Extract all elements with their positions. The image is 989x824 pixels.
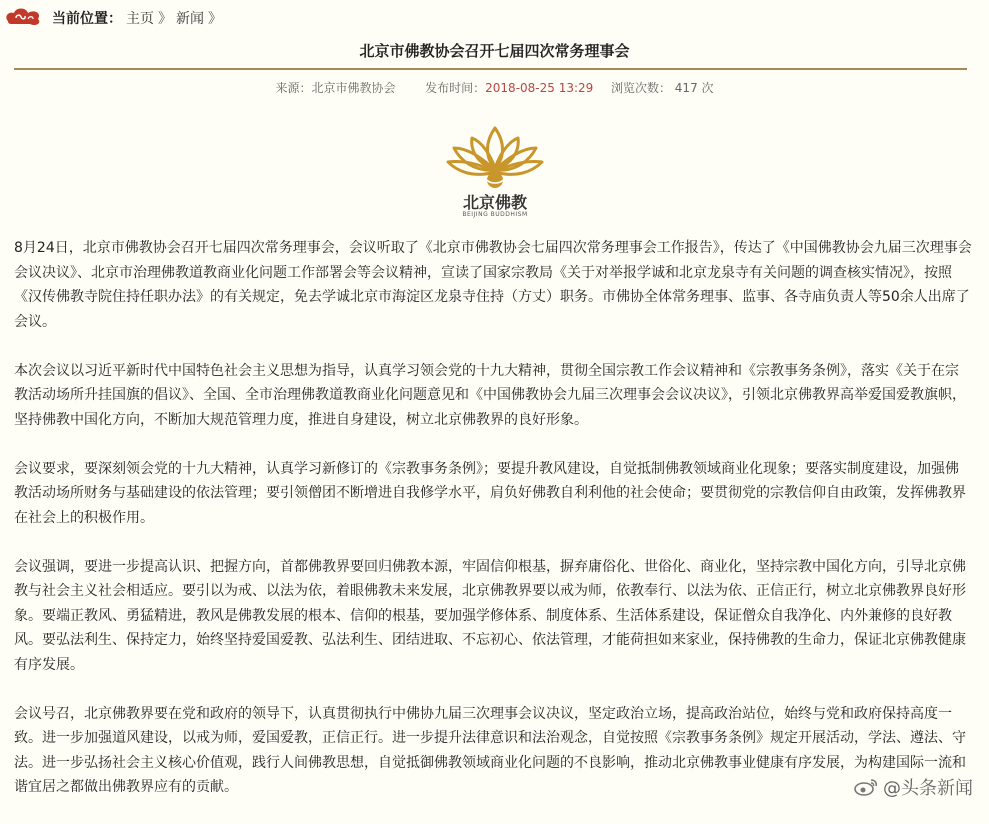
breadcrumb <box>0 0 989 34</box>
auspicious-cloud-icon <box>4 5 44 29</box>
logo-chinese-text: 北京佛教 <box>462 193 527 212</box>
breadcrumb-home-link[interactable]: 主页 <box>126 11 154 27</box>
article-paragraph: 本次会议以习近平新时代中国特色社会主义思想为指导，认真学习领会党的十九大精神，贯彻全国宗教工作会议精神和《宗教事务条例》，落实《关于在宗教活动场所升挂国旗的倡议》、全国、全市治理佛教道教商业化问题意见和《中国佛教协会九届三次理事会会议决议》，引领北京佛教界高举爱国爱教旗帜，坚持佛教中国化方向，不断加大规范管理力度，推进自身建设，树立北京佛教界的良好形象。 <box>14 362 966 428</box>
source-label: 来源： <box>275 81 312 95</box>
time-label: 发布时间： <box>425 81 486 95</box>
views-count: 417 <box>674 81 698 95</box>
article-paragraph: 会议号召，北京佛教界要在党和政府的领导下，认真贯彻执行中佛协九届三次理事会议决议，坚定政治立场，提高政治站位，始终与党和政府保持高度一致。进一步加强道风建设，以戒为师，爱国爱教，正信正行。进一步提升法律意识和法治观念，自觉按照《宗教事务条例》规定开展活动，学法、遵法、守法。进一步弘扬社会主义核心价值观，践行人间佛教思想，自觉抵御佛教领域商业化问题的不良影响，推动北京佛教事业健康有序发展，为构建国际一流和谐宜居之都做出佛教界应有的贡献。 <box>14 705 966 795</box>
article-paragraph: 8月24日，北京市佛教协会召开七届四次常务理事会，会议听取了《北京市佛教协会七届四次常务理事会工作报告》，传达了《中国佛教协会九届三次理事会会议决议》、北京市治理佛教道教商业化问题工作部署会等会议精神，宣读了国家宗教局《关于对举报学诚和北京龙泉寺有关问题的调查核实情况》，按照《汉传佛教寺院住持任职办法》的有关规定，免去学诚北京市海淀区龙泉寺住持（方丈）职务。市佛协全体常务理事、监事、各寺庙负责人等50余人出席了会议。 <box>14 240 972 330</box>
breadcrumb-separator: 》 <box>208 11 222 27</box>
logo-english-text: BEIJING BUDDHISM <box>462 211 528 218</box>
article-meta <box>0 79 989 96</box>
views-label: 浏览次数： <box>610 81 671 95</box>
breadcrumb-label: 当前位置： <box>52 11 122 27</box>
article-body <box>14 236 972 824</box>
views-unit: 次 <box>701 81 714 95</box>
breadcrumb-news-link[interactable]: 新闻 <box>176 11 204 27</box>
publish-time: 2018-08-25 13:29 <box>485 81 594 95</box>
beijing-buddhism-logo <box>430 120 560 225</box>
weibo-icon <box>853 777 879 797</box>
title-divider <box>14 68 967 70</box>
watermark <box>853 774 973 800</box>
breadcrumb-separator: 》 <box>158 11 172 27</box>
watermark-text: @头条新闻 <box>883 778 973 799</box>
article-title: 北京市佛教协会召开七届四次常务理事会 <box>359 42 630 60</box>
source-value: 北京市佛教协会 <box>311 81 396 95</box>
article-paragraph: 会议要求，要深刻领会党的十九大精神，认真学习新修订的《宗教事务条例》；要提升教风建设，自觉抵制佛教领域商业化现象；要落实制度建设，加强佛教活动场所财务与基础建设的依法管理；要引领僧团不断增进自我修学水平，肩负好佛教自利利他的社会使命；要贯彻党的宗教信仰自由政策，发挥佛教界在社会上的积极作用。 <box>14 460 966 526</box>
lotus-icon <box>430 120 560 192</box>
article-paragraph: 会议强调，要进一步提高认识、把握方向，首都佛教界要回归佛教本源，牢固信仰根基，摒弃庸俗化、世俗化、商业化，坚持宗教中国化方向，引导北京佛教与社会主义社会相适应。要引以为戒、以法为依，着眼佛教未来发展，北京佛教界要以戒为师，依教奉行、以法为依、正信正行，树立北京佛教界良好形象。要端正教风、勇猛精进，教风是佛教发展的根本、信仰的根基，要加强学修体系、制度体系、生活体系建设，保证僧众自我净化、内外兼修的良好教风。要弘法利生、保持定力，始终坚持爱国爱教、弘法利生、团结进取、不忘初心、依法管理，才能荷担如来家业，保持佛教的生命力，保证北京佛教健康有序发展。 <box>14 558 966 673</box>
